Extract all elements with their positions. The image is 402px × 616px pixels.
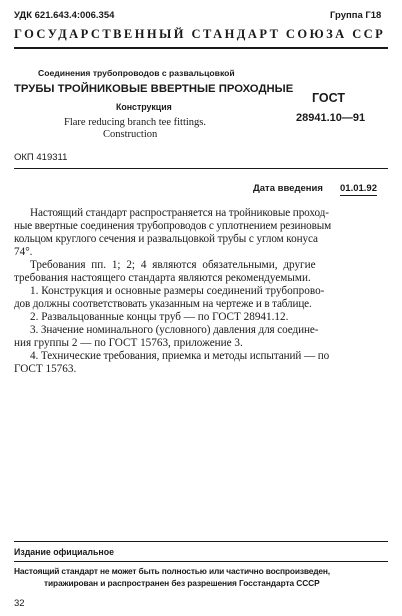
body-line: 4. Технические требования, приемка и методы испытаний — по [30,350,330,362]
body-line: ные ввертные соединения трубопроводов с уплотнением резиновым [14,220,332,232]
body-line: ГОСТ 15763. [14,363,77,375]
intro-date-label: Дата введения [253,183,323,194]
english-title-line1: Flare reducing branch tee fittings. [64,117,206,128]
copyright-notice-line2: тиражирован и распространен без разрешения Госстандарта СССР [44,578,320,588]
document-title: ТРУБЫ ТРОЙНИКОВЫЕ ВВЕРТНЫЕ ПРОХОДНЫЕ [14,83,294,95]
title-block-rule [14,168,388,169]
state-standard-heading: ГОСУДАРСТВЕННЫЙ СТАНДАРТ СОЮЗА ССР [14,27,386,41]
intro-date-value: 01.01.92 [340,183,377,194]
okp-code: ОКП 419311 [14,152,68,163]
body-line: ния группы 2 — по ГОСТ 15763, приложение 3. [14,337,243,349]
body-line: кольцом круглого сечения и развальцовкой трубы с углом конуса [14,233,318,245]
body-line: Настоящий стандарт распространяется на тройниковые проход- [30,207,329,219]
gost-label: ГОСТ [312,91,345,105]
document-subtitle: Конструкция [116,102,172,112]
footer-rule-2 [14,561,388,562]
body-line: 2. Развальцованные концы труб — по ГОСТ 28941.12. [30,311,289,323]
official-edition: Издание официальное [14,547,114,557]
footer-rule [14,541,388,542]
header-rule [14,47,388,49]
english-title-line2: Construction [103,129,158,140]
udk-code: УДК 621.643.4:006.354 [14,10,115,21]
body-line: требования настоящего стандарта являются рекомендуемыми. [14,272,311,284]
gost-number: 28941.10—91 [296,112,366,124]
copyright-notice-line1: Настоящий стандарт не может быть полностью или частично воспроизведен, [14,566,330,576]
group-code: Группа Г18 [330,10,382,21]
body-line: 1. Конструкция и основные размеры соединений трубопрово- [30,285,325,297]
subject-line: Соединения трубопроводов с развальцовкой [38,68,235,78]
body-line: дов должны соответствовать указанным на чертеже и в таблице. [14,298,312,310]
page-number: 32 [14,598,25,609]
body-line: 74°. [14,246,33,258]
body-line: Требования пп. 1; 2; 4 являются обязательными, другие [30,259,316,271]
body-line: 3. Значение номинального (условного) давления для соедине- [30,324,319,336]
